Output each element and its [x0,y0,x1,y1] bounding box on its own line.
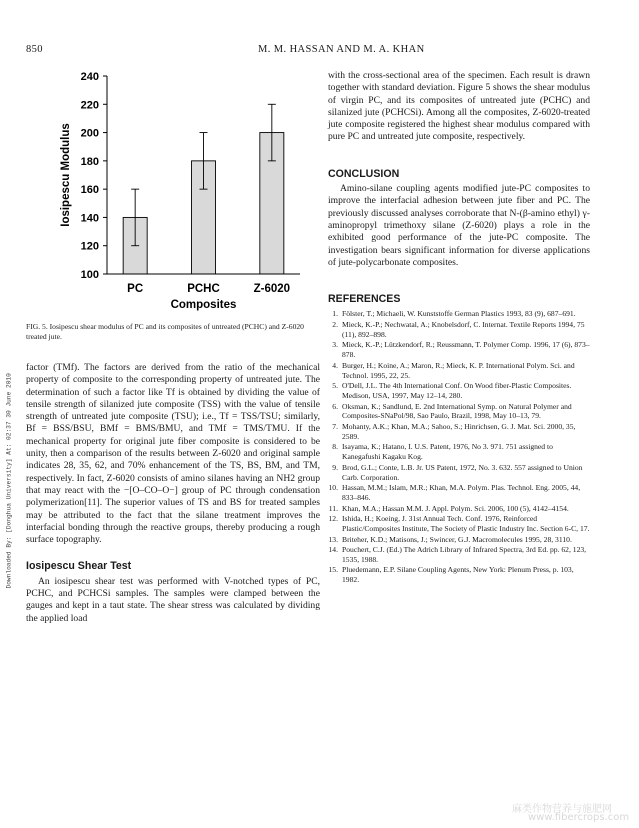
reference-number: 8. [332,442,338,452]
figure-caption: FIG. 5. Iosipescu shear modulus of PC and its composites of untreated (PCHC) and Z-6020 treated jute. [26,322,304,341]
y-tick-label: 240 [80,71,99,83]
reference-number: 2. [332,319,338,329]
reference-number: 11. [328,503,338,513]
reference-number: 1. [332,309,338,319]
reference-item [328,463,590,483]
section-heading-iosipescu: Iosipescu Shear Test [26,560,132,573]
y-tick-label: 220 [80,99,99,112]
y-tick-label: 140 [80,212,99,225]
shear-modulus-chart [55,62,320,314]
watermark-url: www.fibercrops.com [528,812,630,823]
body-paragraph: An iosipescu shear test was performed with V-notched types of PC, PCHC, and PCHCSi samples. The samples were clamped between the gauges and kept in a taut state. The shear stress was calculated by dividing the applied load [26,575,320,624]
reference-number: 6. [332,401,338,411]
reference-text: Ishida, H.; Koeing, J. 31st Annual Tech. Conf. 1976, Reinforced Plastic/Composites Institute, The Society of Plastic Industry Inc. Section 6-C, 17. [342,514,590,534]
reference-item [328,483,590,503]
y-tick-label: 160 [80,184,99,197]
right-column [328,70,590,586]
reference-text: Khan, M.A.; Hassan M.M. J. Appl. Polym. Sci. 2006, 100 (5), 4142–4154. [342,503,569,513]
reference-item [328,422,590,442]
running-title: M. M. HASSAN AND M. A. KHAN [258,44,425,55]
section-heading-references: REFERENCES [328,293,401,306]
reference-number: 7. [332,421,338,431]
reference-text: Burger, H.; Koine, A.; Maron, R.; Mieck, K. P. International Polym. Sci. and Technol. 1995, 22, 25. [342,360,575,380]
reference-item [328,442,590,462]
x-axis-label: Composites [170,299,237,311]
reference-number: 14. [328,545,338,555]
reference-number: 4. [332,360,338,370]
reference-item [328,381,590,401]
y-axis-label: Iosipescu Modulus [60,123,72,227]
reference-list [328,309,590,585]
x-tick-label: PC [127,283,144,295]
body-paragraph: with the cross-sectional area of the specimen. Each result is drawn together with standard deviation. Figure 5 shows the shear modulus of virgin PC, and its composites of untreated jute (PCHC) and silanized jute (PCHCSi). Among all the composites, Z-6020-treated jute composite registered the highest shear modulus compared with pure PC and untreated jute composite, respectively. [328,70,590,143]
reference-text: Pluedemann, E.P. Silane Coupling Agents, New York: Plenum Press, p. 103, 1982. [342,565,574,585]
y-tick-label: 120 [80,240,99,253]
reference-text: Briteher, K.D.; Matisons, J.; Swincer, G.J. Macromolecules 1995, 28, 3110. [342,534,572,544]
reference-number: 12. [328,514,338,524]
section-heading-conclusion: CONCLUSION [328,167,400,180]
reference-item [328,504,590,514]
y-tick-label: 200 [80,127,99,140]
reference-text: Hassan, M.M.; Islam, M.R.; Khan, M.A. Polym. Plas. Technol. Eng. 2005, 44, 833–846. [342,483,581,503]
reference-number: 15. [328,565,338,575]
reference-item [328,535,590,545]
reference-item [328,565,590,585]
reference-text: Mieck, K.-P.; Nechwatal, A.; Knobelsdorf, C. Internat. Textile Reports 1994, 75 (11), 892–898. [342,319,585,339]
reference-text: Oksman, K.; Sandlund, E. 2nd International Symp. on Natural Polymer and Composites-SNaPol/98, Sao Paulo, Brazil, 1998, May 10–13, 79. [342,401,572,421]
reference-text: O'Dell, J.L. The 4th International Conf. On Wood fiber-Plastic Composites. Medison, USA, 1997, May 12–14, 280. [342,381,572,401]
reference-text: Isayama, K.; Hatano, I. U.S. Patent, 1976, No 3. 971. 751 assigned to Kanegafushi Kagaku Kog. [342,442,553,462]
download-note: Downloaded By: [Donghua University] At: 02:37 30 June 2010 [5,373,13,589]
reference-text: Brod, G.L.; Conte, L.B. Jr. US Patent, 1972, No. 3. 632. 557 assigned to Union Carb. Corporation. [342,462,583,482]
reference-number: 3. [332,340,338,350]
x-tick-label: Z-6020 [253,283,291,295]
conclusion-paragraph: Amino-silane coupling agents modified jute-PC composites to improve the interfacial adhesion between jute fiber and PC. The previously discussed analyses corroborate that N-(β-amino ethyl) γ-aminopropyl trimethoxy silane (Z-6020) plays a role in the exhibited good performance of the jute-PC composite. The investigation bears significant information for diverse applications of jute-polycarbonate composites. [328,183,590,268]
x-tick-label: PCHC [187,283,220,295]
reference-number: 9. [332,462,338,472]
reference-item [328,545,590,565]
reference-number: 5. [332,381,338,391]
reference-number: 10. [328,483,338,493]
body-paragraph: factor (TMf). The factors are derived from the ratio of the mechanical property of composite to the corresponding property of untreated jute. The determination of such a factor like Tf is obtained by dividing the value of tensile strength of silanized jute composite (TSS) with the value of tensile strength of untreated jute composite (TSU); i.e., Tf = TSS/TSU; similarly, Bf = BSS/BSU, BMf = BMS/BMU, and TMf = TMS/TMU. If the mechanical property for original jute fiber composite is considered to be unity, then a comparison of the results between Z-6020 and original sample indicates 28, 35, 62, and 70% enhancement of the TS, BS, BM, and TM, respectively. In fact, Z-6020 consists of amino silanes having an NH2 group that may react with the −[O–CO–O−] group of PC through condensation polymerization[11]. The superior values of TS and BS for treated samples may be attributed to the fact that the silane treatment improves the interfacial bonding through the reactive groups, thereby producing a rough surface topography. [26,362,320,546]
reference-number: 13. [328,534,338,544]
y-tick-label: 100 [80,269,99,281]
reference-item [328,320,590,340]
reference-text: Mohanty, A.K.; Khan, M.A.; Sahoo, S.; Hinrichsen, G. J. Mat. Sci. 2000, 35, 2589. [342,421,576,441]
reference-item [328,361,590,381]
reference-text: Mieck, K.-P.; Lützkendorf, R.; Reussmann, T. Polymer Comp. 1996, 17 (6), 873–878. [342,340,590,360]
left-column [26,362,320,625]
reference-item [328,309,590,319]
reference-text: Pouchert, C.J. (Ed.) The Adrich Library of Infrared Spectra, 3rd Ed. pp. 62, 123, 1535, 1988. [342,545,587,564]
reference-item [328,402,590,422]
y-tick-label: 180 [80,155,99,168]
watermark-chinese: 麻类作物营养与施肥网 [512,804,612,815]
reference-item [328,340,590,360]
page-number: 850 [26,44,43,55]
reference-item [328,514,590,534]
reference-text: Fölster, T.; Michaeli, W. Kunststoffe German Plastics 1993, 83 (9), 687–691. [342,309,576,319]
